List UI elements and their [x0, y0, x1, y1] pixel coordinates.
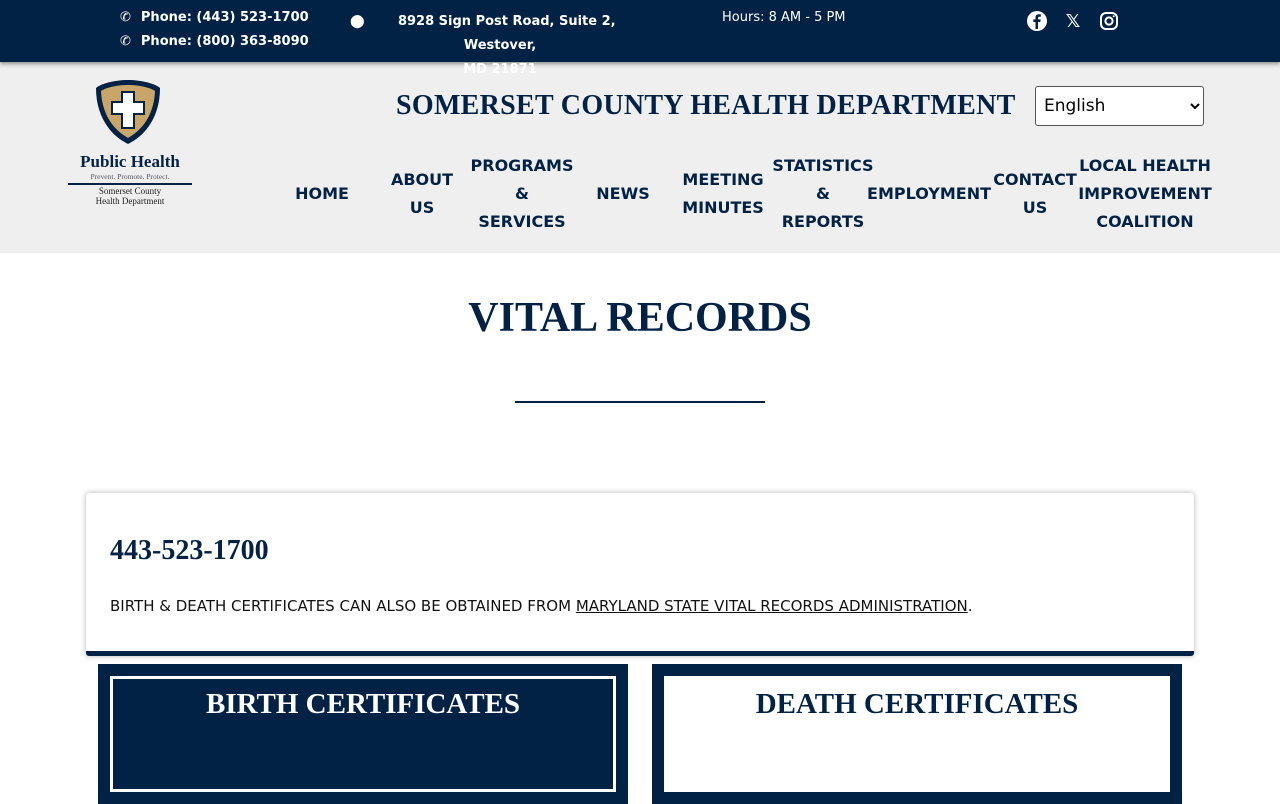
phone-2[interactable]: ✆ Phone: (800) 363-8090 — [120, 34, 309, 49]
phone-icon: ✆ — [120, 10, 131, 25]
nav-statistics-reports[interactable]: STATISTICS & REPORTS — [772, 156, 874, 231]
hours: Hours: 8 AM - 5 PM — [722, 10, 846, 25]
shield-cross-icon — [92, 78, 164, 146]
nav-employment[interactable]: EMPLOYMENT — [867, 184, 991, 203]
map-pin-icon: ⬤ — [350, 14, 365, 29]
title-divider — [515, 401, 765, 403]
nav-home[interactable]: HOME — [295, 184, 349, 203]
top-bar — [0, 0, 1280, 77]
certificates-note: BIRTH & DEATH CERTIFICATES CAN ALSO BE OBTAINED FROM MARYLAND STATE VITAL RECORDS ADMINISTRATION. — [110, 597, 973, 615]
nav-local-health-coalition[interactable]: LOCAL HEALTH IMPROVEMENT COALITION — [1078, 156, 1212, 231]
nav-news[interactable]: NEWS — [596, 184, 650, 203]
x-icon[interactable]: 𝕏 — [1065, 10, 1081, 32]
address: ⬤ 8928 Sign Post Road, Suite 2, Westover, MD 21871 — [350, 10, 650, 82]
facebook-icon[interactable] — [1026, 10, 1048, 32]
phone-icon: ✆ — [120, 34, 131, 49]
contact-card — [86, 493, 1194, 656]
nav-about-us[interactable]: ABOUT US — [390, 170, 454, 217]
logo[interactable]: Public Health Prevent. Promote. Protect. Somerset County Health Department — [76, 78, 192, 206]
header — [0, 62, 1280, 253]
vital-records-phone[interactable]: 443-523-1700 — [110, 535, 269, 566]
maryland-vital-records-link[interactable]: MARYLAND STATE VITAL RECORDS ADMINISTRATION — [575, 597, 968, 615]
nav-contact-us[interactable]: CONTACT US — [993, 170, 1077, 217]
death-certificates-box[interactable]: DEATH CERTIFICATES — [652, 664, 1182, 804]
phone-1[interactable]: ✆ Phone: (443) 523-1700 — [120, 10, 309, 25]
instagram-icon[interactable] — [1098, 10, 1120, 32]
nav-meeting-minutes[interactable]: MEETING MINUTES — [682, 170, 764, 217]
language-select[interactable] — [1035, 86, 1204, 126]
page-title: VITAL RECORDS — [468, 295, 812, 341]
social-links — [1026, 10, 1120, 32]
birth-certificates-box[interactable]: BIRTH CERTIFICATES — [98, 664, 628, 804]
nav-programs-services[interactable]: PROGRAMS & SERVICES — [470, 156, 574, 231]
site-title: SOMERSET COUNTY HEALTH DEPARTMENT — [396, 90, 1016, 121]
